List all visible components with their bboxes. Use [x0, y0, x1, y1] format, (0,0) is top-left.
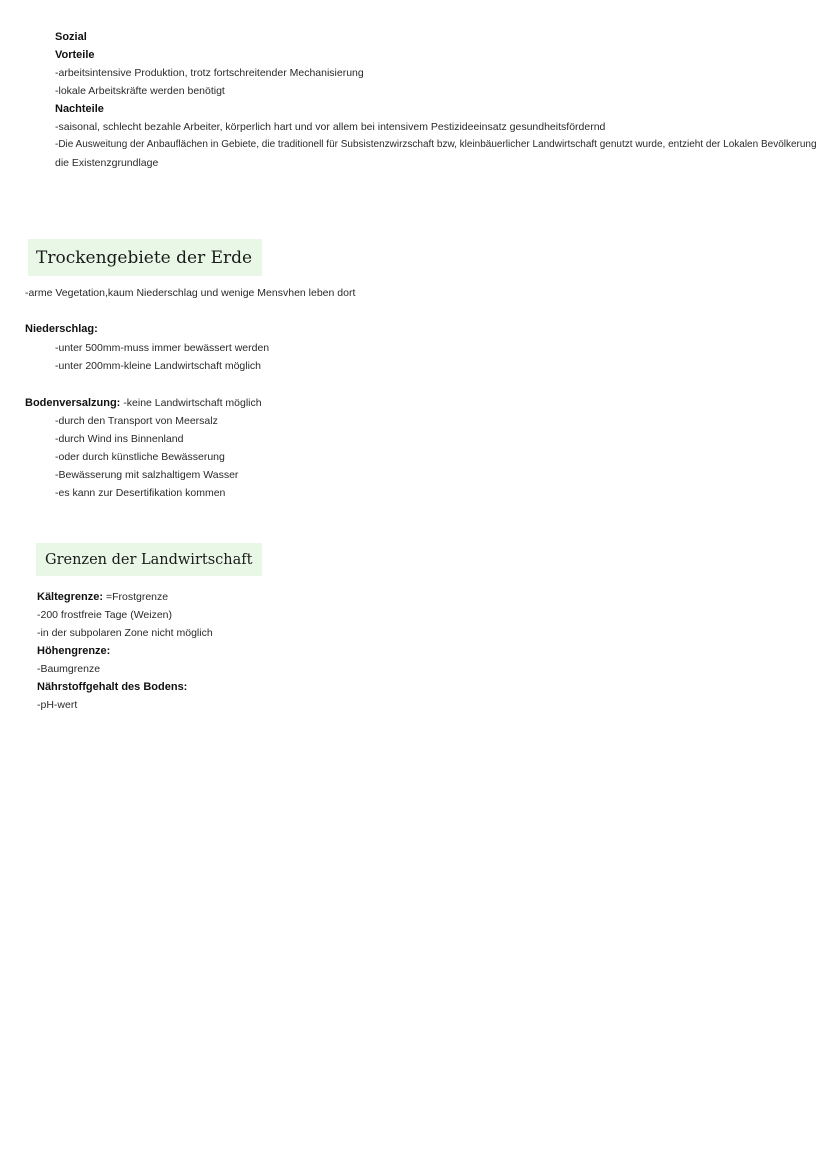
- naehrstoff-label: Nährstoffgehalt des Bodens:: [37, 681, 188, 693]
- nachteile-label: Nachteile: [55, 103, 104, 115]
- sozial-title: Sozial: [55, 31, 87, 43]
- niederschlag-label: Niederschlag:: [25, 323, 98, 335]
- bodenversalzung-label: Bodenversalzung:: [25, 397, 121, 409]
- kaelte-item: -200 frostfreie Tage (Weizen): [37, 609, 173, 621]
- boden-item: -durch den Transport von Meersalz: [55, 415, 218, 427]
- kaeltegrenze-label: Kältegrenze:: [37, 591, 104, 603]
- boden-item: -Bewässerung mit salzhaltigem Wasser: [55, 469, 239, 481]
- bodenversalzung-inline: -keine Landwirtschaft möglich: [120, 397, 262, 409]
- hoehengrenze-label: Höhengrenze:: [37, 645, 111, 657]
- boden-item: -durch Wind ins Binnenland: [55, 433, 184, 445]
- vorteile-label: Vorteile: [55, 49, 95, 61]
- niederschlag-list: [55, 339, 269, 375]
- grenzen-heading-text: Grenzen der Landwirtschaft: [45, 551, 253, 568]
- vorteile-item: -arbeitsintensive Produktion, trotz fortschreitender Mechanisierung: [55, 67, 364, 79]
- trockengebiete-heading-text: Trockengebiete der Erde: [36, 247, 253, 268]
- nachteile-item: -Die Ausweitung der Anbauflächen in Gebiete, die traditionell für Subsistenzwirzschaft bzw, kleinbäuerlicher Landwirtschaft genutzt wurde, entzieht der Lokalen Bevölkerung: [55, 139, 817, 150]
- sozial-section: [55, 28, 817, 172]
- naehr-item: -pH-wert: [37, 699, 78, 711]
- boden-item: -oder durch künstliche Bewässerung: [55, 451, 225, 463]
- nachteile-item: die Existenzgrundlage: [55, 157, 159, 169]
- vorteile-item: -lokale Arbeitskräfte werden benötigt: [55, 85, 225, 97]
- bodenversalzung-line: [25, 394, 262, 412]
- niederschlag-item: -unter 200mm-kleine Landwirtschaft möglich: [55, 360, 262, 372]
- grenzen-heading: [36, 543, 262, 576]
- boden-item: -es kann zur Desertifikation kommen: [55, 487, 226, 499]
- kaeltegrenze-inline: =Frostgrenze: [103, 591, 169, 603]
- kaelte-item: -in der subpolaren Zone nicht möglich: [37, 627, 213, 639]
- trockengebiete-heading: [28, 239, 262, 276]
- grenzen-section: [37, 588, 213, 714]
- nachteile-item: -saisonal, schlecht bezahle Arbeiter, körperlich hart und vor allem bei intensivem Pestizideeinsatz gesundheitsfördernd: [55, 121, 606, 133]
- niederschlag-item: -unter 500mm-muss immer bewässert werden: [55, 342, 270, 354]
- trockengebiete-intro: -arme Vegetation,kaum Niederschlag und wenige Mensvhen leben dort: [25, 287, 356, 299]
- bodenversalzung-list: [55, 412, 238, 502]
- hoehen-item: -Baumgrenze: [37, 663, 101, 675]
